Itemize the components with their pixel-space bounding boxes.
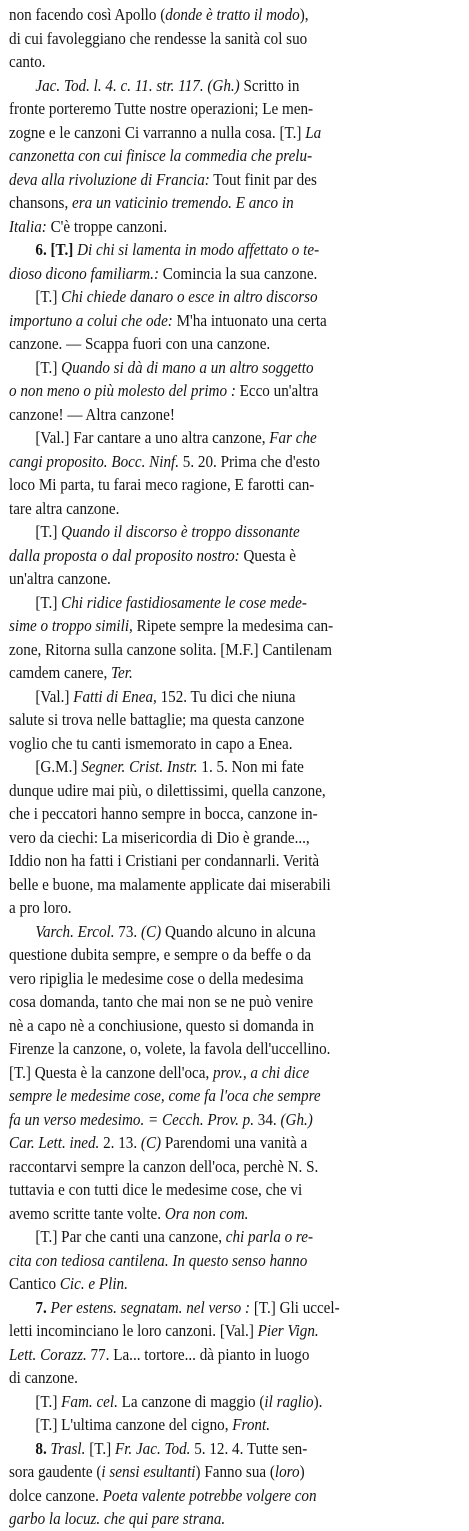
italic-text: Fatti di Enea, [73, 686, 157, 706]
text-segment: loco Mi parta, tu farai meco ragione, E farotti can- [9, 475, 315, 494]
text-segment: ) [299, 1462, 305, 1481]
text-segment: 77. La... tortore... dà pianto in luogo [86, 1344, 310, 1364]
text-segment: letti incominciano le loro canzoni. [Val.] [9, 1321, 258, 1340]
text-line [9, 144, 459, 168]
text-line [9, 1178, 459, 1202]
italic-text: sime o troppo simili, [9, 616, 133, 635]
italic-text: Ora non com. [164, 1203, 249, 1223]
italic-text: cita con tediosa cantilena. In questo senso hanno [9, 1250, 308, 1270]
italic-text: (Gh.) [280, 1109, 313, 1129]
text-line [9, 1131, 459, 1155]
italic-text: garbo la locuz. che qui pare strana. [9, 1509, 226, 1528]
text-segment: 8. [35, 1438, 51, 1458]
text-segment: zone, Ritorna sulla canzone solita. [M.F.] Cantilenam [9, 639, 333, 659]
text-segment: 34. [254, 1109, 281, 1129]
text-segment: dunque udire mai più, o dilettissimi, quella canzone, [9, 780, 326, 800]
italic-text: Lett. Corazz. [9, 1344, 87, 1364]
text-line [9, 1272, 459, 1296]
text-line [9, 309, 459, 333]
italic-text: Ter. [111, 663, 133, 682]
text-line [9, 1437, 459, 1461]
text-line [9, 50, 459, 74]
text-segment: belle e buone, ma malamente applicate dai miserabili [9, 874, 331, 894]
italic-text: donde è tratto il modo [165, 5, 300, 24]
text-segment: 73. [114, 921, 141, 941]
text-segment: La canzone di maggio ( [117, 1391, 265, 1411]
text-line [9, 1061, 459, 1085]
text-segment: tare altra canzone. [9, 498, 120, 518]
text-line [9, 426, 459, 450]
text-line [9, 403, 459, 427]
italic-text: Poeta valente potrebbe volgere con [102, 1485, 317, 1505]
text-line [9, 1484, 459, 1508]
italic-text: era un vaticinio tremendo. E anco in [72, 193, 294, 212]
text-line [9, 1108, 459, 1132]
text-line [9, 544, 459, 568]
text-line [9, 285, 459, 309]
text-line [9, 943, 459, 967]
text-segment: [Val.] Far cantare a uno altra canzone, [35, 428, 270, 447]
text-line [9, 896, 459, 920]
text-segment: M'ha intuonato una certa [172, 310, 327, 330]
italic-text: prov., a chi dice [213, 1062, 310, 1082]
italic-text: Quando il discorso è troppo dissonante [61, 522, 300, 541]
text-segment: [T.] [35, 522, 62, 541]
text-line [9, 708, 459, 732]
text-segment: di cui favoleggiano che rendesse la sanità col suo [9, 28, 308, 48]
text-line [9, 121, 459, 145]
text-line [9, 3, 459, 27]
text-segment: 2. 13. [99, 1133, 141, 1152]
italic-text: loro [274, 1462, 300, 1481]
text-segment: raccontarvi sempre la canzon dell'oca, perchè N. S. [9, 1156, 319, 1176]
text-segment: questione dubita sempre, e sempre o da beffe o da [9, 945, 312, 964]
text-segment: canzone! — Altra canzone! [9, 404, 175, 424]
italic-text: Per estens. segnatam. nel verso : [50, 1297, 251, 1317]
text-line [9, 732, 459, 756]
text-segment: chansons, [9, 193, 73, 212]
text-segment: camdem canere, [9, 663, 112, 682]
text-line [9, 920, 459, 944]
italic-text: sempre le medesime cose, come fa l'oca che sempre [9, 1086, 321, 1105]
text-segment: C'è troppe canzoni. [46, 216, 168, 236]
text-segment: canto. [9, 52, 46, 71]
italic-text: Fr. Jac. Tod. [114, 1438, 191, 1458]
italic-text: Car. Lett. ined. [9, 1133, 100, 1152]
text-segment: Cantico [9, 1274, 60, 1293]
text-segment: di canzone. [9, 1368, 78, 1387]
italic-text: Di chi si lamenta in modo affettato o te- [77, 240, 320, 259]
text-line [9, 238, 459, 262]
italic-text: Fam. cel. [61, 1391, 118, 1411]
text-line [9, 332, 459, 356]
text-segment: Quando alcuno in alcuna [161, 921, 316, 941]
text-segment: vero da ciechi: La misericordia di Dio è grande..., [9, 827, 310, 847]
italic-text: Quando si dà di mano a un altro soggetto [61, 357, 314, 377]
text-line [9, 473, 459, 497]
text-line [9, 826, 459, 850]
text-line [9, 1319, 459, 1343]
text-line [9, 1014, 459, 1038]
text-segment: zogne e le canzoni Ci varranno a nulla cosa. [T.] [9, 122, 306, 142]
italic-text: Varch. Ercol. [35, 921, 115, 941]
italic-text: i sensi esultanti [101, 1462, 196, 1481]
text-line [9, 661, 459, 685]
text-segment: cosa domanda, tanto che mai non se ne può venire [9, 992, 314, 1011]
text-line [9, 614, 459, 638]
text-line [9, 779, 459, 803]
italic-text: Jac. Tod. l. 4. c. 11. str. 117. (Gh.) [35, 75, 240, 95]
text-line [9, 262, 459, 286]
text-line [9, 1296, 459, 1320]
text-segment: nè a capo nè a conchiusione, questo si domanda in [9, 1015, 314, 1035]
text-segment: [T.] Par che canti una canzone, [35, 1227, 226, 1246]
text-line [9, 215, 459, 239]
text-line [9, 27, 459, 51]
text-segment: sora gaudente ( [9, 1462, 102, 1481]
text-line [9, 567, 459, 591]
text-segment: a pro loro. [9, 898, 72, 917]
text-line [9, 802, 459, 826]
text-segment: ). [313, 1391, 323, 1411]
italic-text: canzonetta con cui finisce la commedia che prelu- [9, 146, 313, 165]
text-line [9, 638, 459, 662]
italic-text: il raglio [264, 1391, 314, 1411]
text-line [9, 1390, 459, 1414]
text-segment: dolce canzone. [9, 1485, 103, 1505]
text-segment: Parendomi una vanità a [161, 1133, 308, 1152]
italic-text: Far che [269, 428, 317, 447]
text-line [9, 1366, 459, 1390]
italic-text: o non meno o più molesto del primo : [9, 381, 236, 400]
italic-text: Chi ridice fastidiosamente le cose mede- [61, 592, 307, 612]
text-line [9, 849, 459, 873]
text-line [9, 1460, 459, 1484]
italic-text: Chi chiede danaro o esce in altro discorso [61, 287, 318, 306]
text-segment: voglio che tu canti ismemorato in capo a Enea. [9, 733, 293, 753]
text-segment: 5. 12. 4. Tutte sen- [190, 1438, 308, 1458]
text-segment: canzone. — Scappa fuori con una canzone. [9, 334, 271, 353]
text-segment: 7. [35, 1297, 51, 1317]
text-segment: Questa è [239, 545, 296, 565]
text-segment: non facendo così Apollo ( [9, 5, 166, 24]
text-segment: Tout finit par des [209, 169, 317, 189]
italic-text: importuno a colui che ode: [9, 310, 173, 330]
text-segment: [T.] [35, 1391, 62, 1411]
italic-text: Italia: [9, 216, 47, 236]
text-line [9, 97, 459, 121]
italic-text: La [305, 122, 322, 142]
text-segment: Iddio non ha fatti i Cristiani per condannarli. Verità [9, 851, 320, 870]
text-segment: che i peccatori hanno sempre in bocca, canzone in- [9, 804, 318, 823]
text-line [9, 191, 459, 215]
text-segment: avemo scritte tante volte. [9, 1203, 165, 1223]
text-segment: fronte porteremo Tutte nostre operazioni; Le men- [9, 99, 314, 118]
text-segment: [G.M.] [35, 757, 82, 776]
italic-text: cangi proposito. Bocc. Ninf. [9, 451, 180, 471]
text-segment: ), [299, 5, 309, 24]
text-line [9, 168, 459, 192]
text-segment: [T.] Gli uccel- [250, 1297, 340, 1317]
italic-text: fa un verso medesimo. = Cecch. Prov. p. [9, 1109, 255, 1129]
text-line [9, 74, 459, 98]
text-line [9, 591, 459, 615]
text-segment: tuttavia e con tutti dice le medesime cose, che vi [9, 1180, 303, 1199]
text-line [9, 356, 459, 380]
text-segment: [T.] L'ultima canzone del cigno, [35, 1415, 233, 1434]
text-line [9, 497, 459, 521]
text-segment: 1. 5. Non mi fate [197, 757, 304, 776]
text-segment: [Val.] [35, 686, 74, 706]
text-segment: Ripete sempre la medesima can- [132, 616, 334, 635]
text-segment: salute si trova nelle battaglie; ma questa canzone [9, 710, 305, 729]
text-line [9, 990, 459, 1014]
italic-text: (C) [140, 921, 162, 941]
text-segment: ) Fanno sua ( [195, 1462, 275, 1481]
text-line [9, 1343, 459, 1367]
text-segment: [T.] [85, 1438, 115, 1458]
text-segment: Comincia la sua canzone. [158, 263, 318, 283]
text-line [9, 379, 459, 403]
text-line [9, 1202, 459, 1226]
italic-text: chi parla o re- [225, 1227, 314, 1246]
text-segment: un'altra canzone. [9, 569, 111, 588]
italic-text: Pier Vign. [257, 1321, 319, 1340]
italic-text: dioso dicono familiarm.: [9, 263, 159, 283]
text-segment: Firenze la canzone, o, volete, la favola dell'uccellino. [9, 1039, 331, 1058]
text-line [9, 1507, 459, 1531]
italic-text: (C) [140, 1133, 162, 1152]
text-segment: [T.] [35, 287, 62, 306]
text-line [9, 1413, 459, 1437]
italic-text: Front. [232, 1415, 270, 1434]
text-line [9, 1225, 459, 1249]
italic-text: deva alla rivoluzione di Francia: [9, 169, 210, 189]
text-line [9, 685, 459, 709]
text-segment: vero ripiglia le medesime cose o della medesima [9, 968, 304, 988]
italic-text: Cic. e Plin. [59, 1274, 128, 1293]
text-line [9, 1249, 459, 1273]
text-line [9, 1037, 459, 1061]
text-segment: [T.] [35, 357, 62, 377]
text-line [9, 520, 459, 544]
italic-text: Trasl. [50, 1438, 86, 1458]
text-line [9, 967, 459, 991]
text-line [9, 1155, 459, 1179]
text-line [9, 873, 459, 897]
italic-text: Segner. Crist. Instr. [81, 757, 198, 776]
text-line [9, 755, 459, 779]
italic-text: dalla proposta o dal proposito nostro: [9, 545, 240, 565]
text-segment: 5. 20. Prima che d'esto [179, 451, 320, 471]
text-line [9, 450, 459, 474]
text-segment: 6. [T.] [35, 240, 74, 259]
text-line [9, 1084, 459, 1108]
text-segment: [T.] [35, 592, 62, 612]
text-segment: Scritto in [239, 75, 300, 95]
text-segment: 152. Tu dici che niuna [156, 686, 296, 706]
text-segment: [T.] Questa è la canzone dell'oca, [9, 1062, 214, 1082]
text-segment: Ecco un'altra [235, 381, 319, 400]
